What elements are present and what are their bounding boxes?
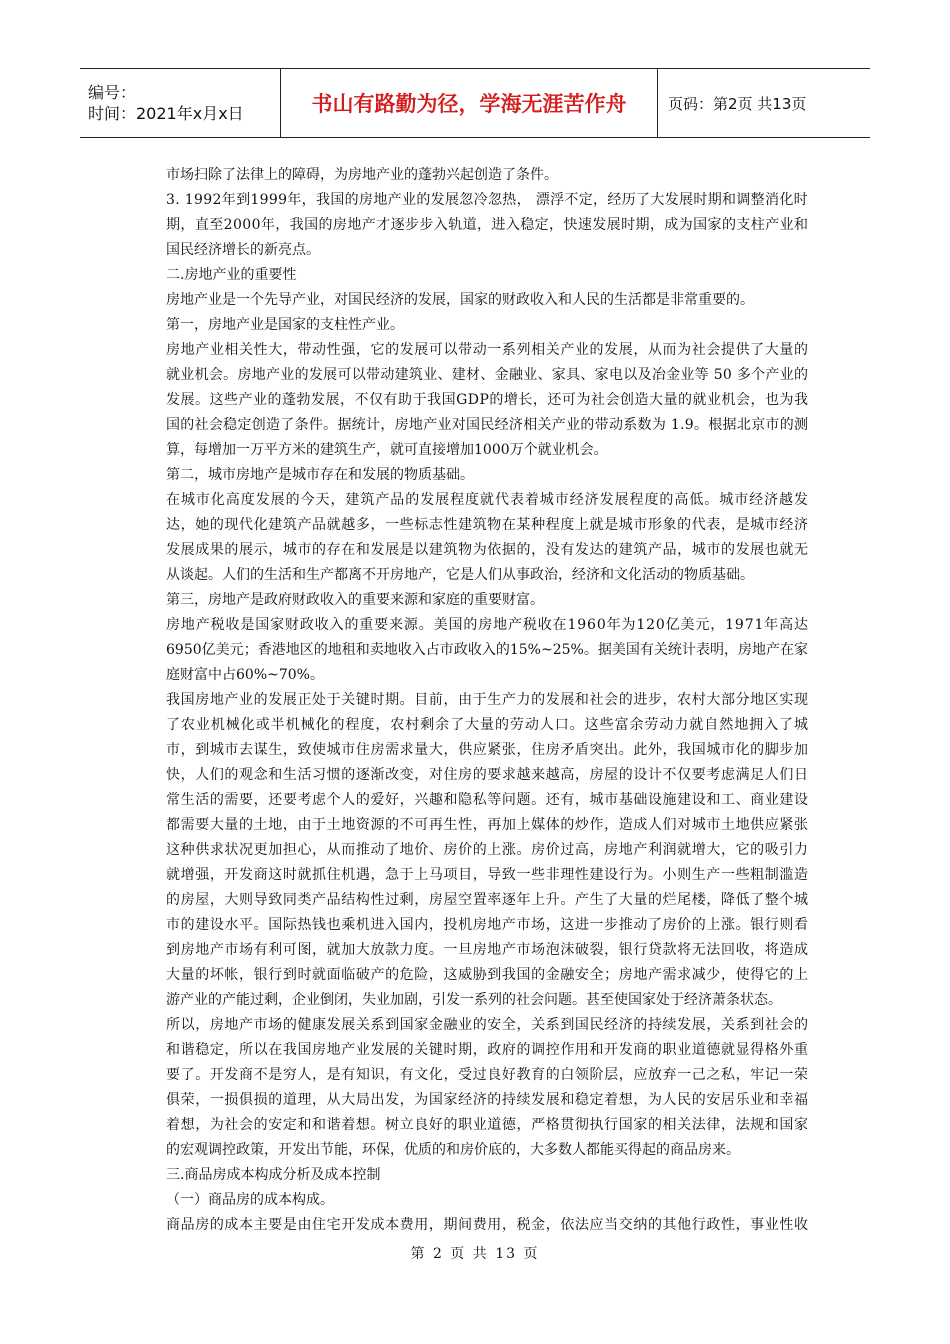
text-line: 国的社会稳定创造了条件。据统计，房地产业对国民经济相关产业的带动系数为 1.9。根据北京市的测 (166, 417, 809, 433)
document-body (166, 163, 808, 1238)
text-line: 房地产业相关性大，带动性强，它的发展可以带动一系列相关产业的发展，从而为社会提供了大量的 (166, 342, 809, 358)
text-line: 市场扫除了法律上的障碍，为房地产业的蓬勃兴起创造了条件。 (166, 167, 558, 183)
text-line: 所以，房地产市场的健康发展关系到国家金融业的安全，关系到国民经济的持续发展，关系到社会的 (166, 1017, 809, 1033)
header-motto (280, 69, 658, 137)
text-line: 三.商品房成本构成分析及成本控制 (166, 1167, 381, 1183)
text-line: 要了。开发商不是穷人，是有知识，有文化，受过良好教育的白领阶层，应放弃一己之私，牢记一荣 (166, 1067, 809, 1083)
text-line: 期，直至2000年，我国的房地产才逐步步入轨道，进入稳定，快速发展时期，成为国家的支柱产业和 (166, 217, 809, 233)
text-line: 从谈起。人们的生活和生产都离不开房地产，它是人们从事政治，经济和文化活动的物质基础。 (166, 567, 754, 583)
page-footer: 第 2 页 共 13 页 (410, 1246, 540, 1262)
text-line: 发展成果的展示，城市的存在和发展是以建筑物为依据的，没有发达的建筑产品，城市的发展也就无 (166, 542, 809, 558)
text-line: 到房地产市场有利可图，就加大放款力度。一旦房地产市场泡沫破裂，银行贷款将无法回收，将造成 (166, 942, 809, 958)
text-line: 的宏观调控政策，开发出节能，环保，优质的和房价底的，大多数人都能买得起的商品房来。 (166, 1142, 740, 1158)
text-line: 第二，城市房地产是城市存在和发展的物质基础。 (166, 467, 474, 483)
header-page-info (658, 69, 870, 137)
text-line: 就业机会。房地产业的发展可以带动建筑业、建材、金融业、家具、家电以及冶金业等 50 多个产业的 (166, 367, 809, 383)
text-line: 了农业机械化或半机械化的程度，农村剩余了大量的劳动人口。这些富余劳动力就自然地拥入了城 (166, 717, 809, 733)
text-line: 3. 1992年到1999年，我国的房地产业的发展忽冷忽热， 漂浮不定，经历了大发展时期和调整消化时 (166, 192, 808, 208)
text-line: 第一，房地产业是国家的支柱性产业。 (166, 317, 404, 333)
text-line: 商品房的成本主要是由住宅开发成本费用，期间费用，税金，依法应当交纳的其他行政性，事业性收 (166, 1217, 809, 1233)
text-line: 着想，为社会的安定和和谐着想。树立良好的职业道德，严格贯彻执行国家的相关法律，法规和国家 (166, 1117, 809, 1133)
text-line: 游产业的产能过剩，企业倒闭，失业加剧，引发一系列的社会问题。甚至使国家处于经济萧条状态。 (166, 992, 782, 1008)
text-line: 在城市化高度发展的今天，建筑产品的发展程度就代表着城市经济发展程度的高低。城市经济越发 (166, 492, 809, 508)
text-line: 我国房地产业的发展正处于关键时期。目前，由于生产力的发展和社会的进步，农村大部分地区实现 (166, 692, 809, 708)
text-line: （一）商品房的成本构成。 (166, 1192, 334, 1208)
text-line: 庭财富中占60%~70%。 (166, 667, 324, 683)
text-line: 快，人们的观念和生活习惯的逐渐改变，对住房的要求越来越高，房屋的设计不仅要考虑满足人们日 (166, 767, 809, 783)
text-line: 发展。这些产业的蓬勃发展，不仅有助于我国GDP的增长，还可为社会创造大量的就业机会，也为我 (166, 392, 809, 408)
text-line: 就增强，开发商这时就抓住机遇，急于上马项目，导致一些非理性建设行为。小则生产一些粗制滥造 (166, 867, 809, 883)
document-date-label: 时间：2021年x月x日 (88, 104, 244, 123)
text-line: 这种供求状况更加担心，从而推动了地价、房价的上涨。房价过高，房地产利润就增大，它的吸引力 (166, 842, 809, 858)
text-line: 常生活的需要，还要考虑个人的爱好，兴趣和隐私等问题。还有，城市基础设施建设和工、商业建设 (166, 792, 809, 808)
text-line: 第三，房地产是政府财政收入的重要来源和家庭的重要财富。 (166, 592, 544, 608)
page-header (80, 68, 870, 138)
text-line: 达，她的现代化建筑产品就越多，一些标志性建筑物在某种程度上就是城市形象的代表，是城市经济 (166, 517, 809, 533)
text-line: 和谐稳定，所以在我国房地产业发展的关键时期，政府的调控作用和开发商的职业道德就显得格外重 (166, 1042, 809, 1058)
header-meta (80, 69, 280, 137)
text-line: 都需要大量的土地，由于土地资源的不可再生性，再加上媒体的炒作，造成人们对城市土地供应紧张 (166, 817, 809, 833)
page-number-label: 页码：第2页 共13页 (668, 94, 807, 113)
document-number-label: 编号： (88, 83, 137, 102)
motto-text: 书山有路勤为径，学海无涯苦作舟 (311, 92, 627, 116)
text-line: 房地产业是一个先导产业，对国民经济的发展，国家的财政收入和人民的生活都是非常重要的。 (166, 292, 754, 308)
text-line: 6950亿美元；香港地区的地租和卖地收入占市政收入的15%~25%。据美国有关统计表明，房地产在家 (166, 642, 809, 658)
text-line: 俱荣，一损俱损的道理，从大局出发，为国家经济的持续发展和稳定着想，为人民的安居乐业和幸福 (166, 1092, 809, 1108)
text-line: 国民经济增长的新亮点。 (166, 242, 320, 258)
text-line: 房地产税收是国家财政收入的重要来源。美国的房地产税收在1960年为120亿美元，1971年高达 (166, 617, 809, 633)
text-line: 市，到城市去谋生，致使城市住房需求量大，供应紧张，住房矛盾突出。此外，我国城市化的脚步加 (166, 742, 809, 758)
text-line: 二.房地产业的重要性 (166, 267, 297, 283)
text-line: 市的建设水平。国际热钱也乘机进入国内，投机房地产市场，这进一步推动了房价的上涨。银行则看 (166, 917, 809, 933)
text-line: 的房屋，大则导致同类产品结构性过剩，房屋空置率逐年上升。产生了大量的烂尾楼，降低了整个城 (166, 892, 809, 908)
text-line: 大量的坏帐，银行到时就面临破产的危险，这威胁到我国的金融安全；房地产需求减少，使得它的上 (166, 967, 809, 983)
text-line: 算，每增加一万平方米的建筑生产，就可直接增加1000万个就业机会。 (166, 442, 608, 458)
